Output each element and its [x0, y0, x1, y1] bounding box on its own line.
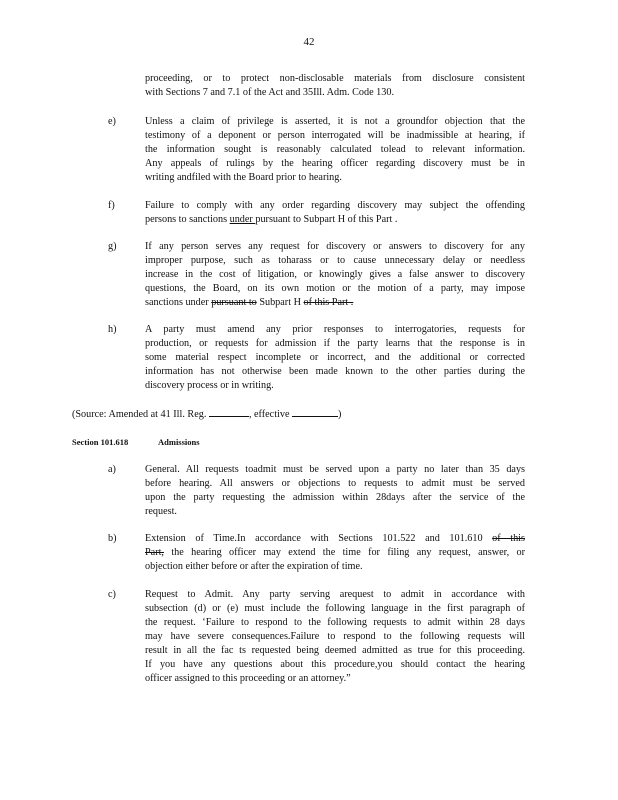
source-middle: , effective — [248, 409, 290, 420]
item-a-label: a) — [108, 464, 116, 475]
text-line — [145, 546, 525, 560]
text-line — [145, 532, 525, 546]
section-title: Admissions — [158, 437, 200, 447]
text-line: proceeding, or to protect non-disclosable materials from disclosure consistent — [145, 73, 525, 84]
inserted-text: under — [229, 214, 256, 225]
text-line: the information sought is reasonably calculated tolead to relevant information. — [145, 144, 525, 155]
text-fragment: Subpart H — [256, 297, 304, 308]
text-line: before hearing. All answers or objections to requests to admit must be served — [145, 478, 525, 489]
item-c-text — [145, 588, 525, 686]
text-line: some material respect incomplete or incorrect, and the additional or corrected — [145, 352, 525, 363]
text-line: with Sections 7 and 7.1 of the Act and 35Ill. Adm. Code 130. — [145, 87, 395, 98]
text-line: General. All requests toadmit must be served upon a party no later than 35 days — [145, 464, 525, 475]
text-line: production, or requests for admission if the party learns that the response is in — [145, 338, 525, 349]
source-suffix: ) — [338, 409, 342, 420]
deleted-text: of this Part . — [303, 297, 354, 308]
item-h-text — [145, 323, 525, 393]
text-line: result in all the fac ts requested being deemed admitted as true for this proceeding. — [145, 645, 525, 656]
item-g-label: g) — [108, 241, 117, 252]
item-g-text — [145, 240, 525, 310]
item-e-text — [145, 115, 525, 185]
text-line: A party must amend any prior responses to interrogatories, requests for — [145, 324, 525, 335]
text-line — [145, 213, 525, 227]
deleted-text: Part, — [145, 547, 164, 558]
text-line: request. — [145, 506, 177, 517]
text-line: Request to Admit. Any party serving arequest to admit in accordance with — [145, 589, 525, 600]
text-line: upon the party requesting the admission within 28days after the service of the — [145, 492, 525, 503]
blank-line — [209, 406, 249, 417]
item-f-text — [145, 199, 525, 227]
text-line: objection either before or after the expiration of time. — [145, 561, 363, 572]
blank-line — [292, 406, 338, 417]
text-line: testimony of a deponent or person interrogated will be inadmissible at hearing, if — [145, 130, 525, 141]
text-line: Failure to comply with any order regarding discovery may subject the offending — [145, 200, 525, 211]
text-line: If you have any questions about this procedure,you should contact the hearing — [145, 659, 525, 670]
item-h-label: h) — [108, 324, 117, 335]
continuation-paragraph — [145, 72, 525, 100]
text-fragment: sanctions under — [145, 297, 212, 308]
text-line: officer assigned to this proceeding or an attorney.” — [145, 673, 351, 684]
text-line: information has not otherwise been made known to the other parties during the — [145, 366, 525, 377]
item-c-label: c) — [108, 589, 116, 600]
text-fragment: pursuant to Subpart H of this Part . — [255, 214, 398, 225]
text-line: questions, the Board, on its own motion or the motion of a party, may impose — [145, 283, 525, 294]
text-line: discovery process or in writing. — [145, 380, 274, 391]
page-number: 42 — [303, 36, 315, 48]
text-line: improper purpose, such as toharass or to cause unnecessary delay or needless — [145, 255, 525, 266]
text-fragment: persons to sanctions — [145, 214, 230, 225]
text-line — [145, 296, 525, 310]
text-line: may have severe consequences.Failure to respond to the following requests will — [145, 631, 525, 642]
item-f-label: f) — [108, 200, 115, 211]
source-prefix: (Source: Amended at 41 Ill. Reg. — [72, 409, 207, 420]
item-e-label: e) — [108, 116, 116, 127]
source-note — [72, 406, 341, 422]
deleted-text: of this — [492, 533, 525, 544]
item-b-label: b) — [108, 533, 117, 544]
text-line: the request. ‘Failure to respond to the following requests to admit within 28 days — [145, 617, 525, 628]
text-line: Any appeals of rulings by the hearing officer regarding discovery must be in — [145, 158, 525, 169]
text-line: subsection (d) or (e) must include the following language in the first paragraph of — [145, 603, 525, 614]
text-line: writing andfiled with the Board prior to hearing. — [145, 172, 342, 183]
text-fragment: Extension of Time.In accordance with Sections 101.522 and 101.610 — [145, 533, 493, 544]
text-line: Unless a claim of privilege is asserted, it is not a groundfor objection that the — [145, 116, 525, 127]
text-fragment: the hearing officer may extend the time for filing any request, answer, or — [163, 547, 525, 558]
text-line: increase in the cost of litigation, or knowingly gives a false answer to discovery — [145, 269, 525, 280]
item-a-text — [145, 463, 525, 519]
section-number: Section 101.618 — [72, 437, 129, 447]
text-line: If any person serves any request for discovery or answers to discovery for any — [145, 241, 525, 252]
deleted-text: pursuant to — [211, 297, 257, 308]
item-b-text — [145, 532, 525, 574]
